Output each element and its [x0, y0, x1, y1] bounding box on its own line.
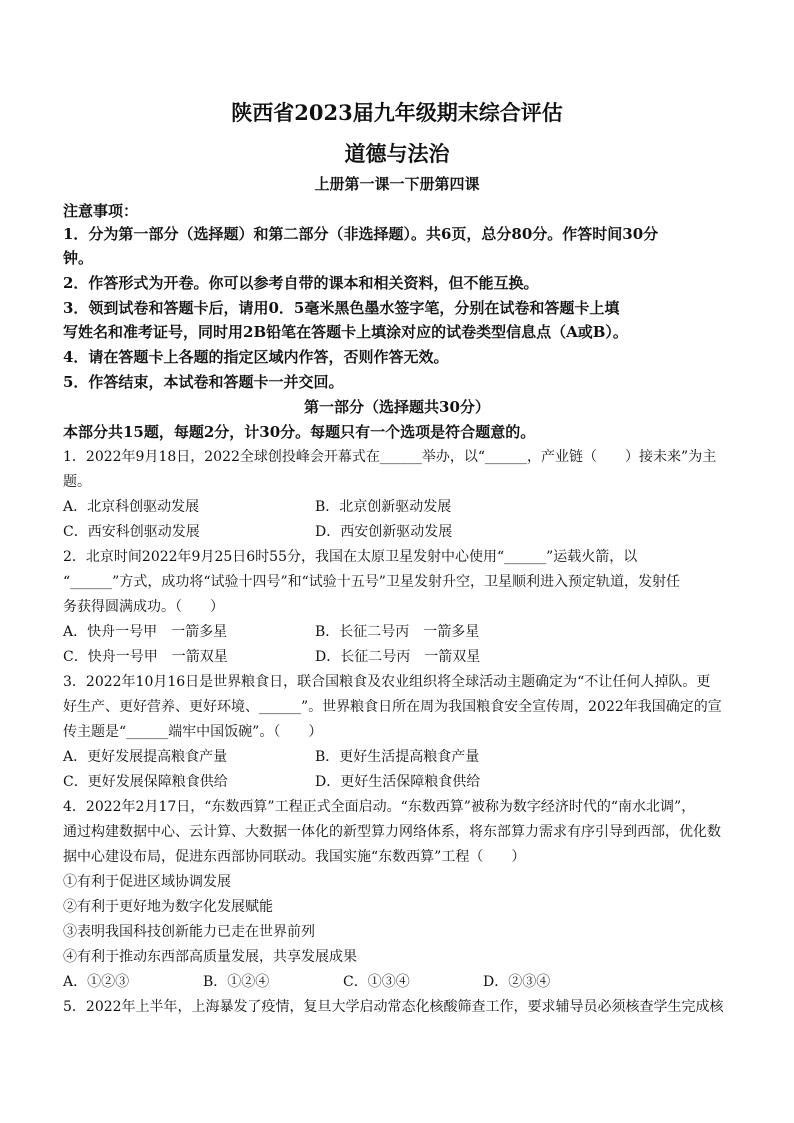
q1-stem-line-1: 1．2022年9月18日，2022全球创投峰会开幕式在______举办，以“______，产业链（ ）接未来”为主 — [63, 449, 717, 465]
q2-option-b: B．长征二号丙 一箭多星 — [315, 624, 480, 640]
q4-stem-line-1: 4．2022年2月17日，“东数西算”工程正式全面启动。“东数西算”被称为数字经济时代的“南水北调”， — [63, 799, 696, 815]
q2-stem-line-3: 务获得圆满成功。（ ） — [63, 599, 224, 615]
q4-stem-line-3: 据中心建设布局，促进东西部协同联动。我国实施“东数西算”工程（ ） — [63, 849, 526, 865]
q4-option-a: A．①②③ — [63, 974, 130, 990]
q3-option-d: D．更好生活保障粮食供给 — [315, 774, 481, 790]
q5-stem-line-1: 5．2022年上半年，上海暴发了疫情，复旦大学启动常态化核酸筛查工作，要求辅导员必须核查学生完成核 — [63, 999, 724, 1015]
q1-option-b: B．北京创新驱动发展 — [315, 499, 452, 515]
q4-statement-1: ①有利于促进区域协调发展 — [63, 874, 231, 890]
note-2: 2．作答形式为开卷。你可以参考自带的课本和相关资料，但不能互换。 — [63, 274, 539, 292]
scope-subtitle: 上册第一课一下册第四课 — [314, 175, 480, 193]
note-1-line-1: 1．分为第一部分（选择题）和第二部分（非选择题）。共6页，总分80分。作答时间30分 — [63, 225, 659, 243]
q2-option-d: D．长征二号丙 一箭双星 — [315, 649, 481, 665]
q2-stem-line-2: “______”方式，成功将“试验十四号”和“试验十五号”卫星发射升空，卫星顺利进入预定轨道，发射任 — [63, 574, 680, 590]
q4-stem-line-2: 通过构建数据中心、云计算、大数据一体化的新型算力网络体系，将东部算力需求有序引导到西部，优化数 — [63, 824, 721, 840]
notes-heading: 注意事项： — [63, 202, 139, 220]
q4-option-d: D．②③④ — [483, 974, 551, 990]
q2-stem-line-1: 2．北京时间2022年9月25日6时55分，我国在太原卫星发射中心使用“______”运载火箭，以 — [63, 549, 638, 565]
q3-option-a: A．更好发展提高粮食产量 — [63, 749, 228, 765]
q3-option-b: B．更好生活提高粮食产量 — [315, 749, 480, 765]
q3-stem-line-2: 好生产、更好营养、更好环境、______”。世界粮食日所在周为我国粮食安全宣传周，2022年我国确定的宣 — [63, 699, 722, 715]
note-3-line-1: 3．领到试卷和答题卡后，请用0．5毫米黑色墨水签字笔，分别在试卷和答题卡上填 — [63, 299, 620, 317]
q4-option-c: C．①③④ — [343, 974, 410, 990]
q4-statement-4: ④有利于推动东西部高质量发展，共享发展成果 — [63, 949, 357, 965]
q3-option-c: C．更好发展保障粮食供给 — [63, 774, 228, 790]
note-3-line-2: 写姓名和准考证号，同时用2B铅笔在答题卡上填涂对应的试卷类型信息点（A或B）。 — [63, 323, 628, 341]
q1-stem-line-2: 题。 — [63, 474, 91, 490]
part1-heading: 第一部分（选择题共30分） — [304, 398, 490, 416]
subject-title: 道德与法治 — [344, 141, 450, 166]
q1-option-c: C．西安科创驱动发展 — [63, 524, 200, 540]
q3-stem-line-3: 传主题是“______端牢中国饭碗”。（ ） — [63, 724, 323, 740]
q4-option-b: B．①②④ — [203, 974, 270, 990]
q2-option-a: A．快舟一号甲 一箭多星 — [63, 624, 228, 640]
q1-option-a: A．北京科创驱动发展 — [63, 499, 200, 515]
part1-intro: 本部分共15题，每题2分，计30分。每题只有一个选项是符合题意的。 — [63, 423, 536, 441]
q3-stem-line-1: 3．2022年10月16日是世界粮食日，联合国粮食及农业组织将全球活动主题确定为“不让任何人掉队。更 — [63, 674, 711, 690]
q1-option-d: D．西安创新驱动发展 — [315, 524, 453, 540]
exam-title: 陕西省2023届九年级期末综合评估 — [231, 100, 563, 125]
note-4: 4．请在答题卡上各题的指定区域内作答，否则作答无效。 — [63, 348, 449, 366]
q4-statement-2: ②有利于更好地为数字化发展赋能 — [63, 899, 273, 915]
note-5: 5．作答结束，本试卷和答题卡一并交回。 — [63, 373, 344, 391]
q4-statement-3: ③表明我国科技创新能力已走在世界前列 — [63, 924, 315, 940]
q2-option-c: C．快舟一号甲 一箭双星 — [63, 649, 228, 665]
note-1-line-2: 钟。 — [63, 249, 94, 267]
